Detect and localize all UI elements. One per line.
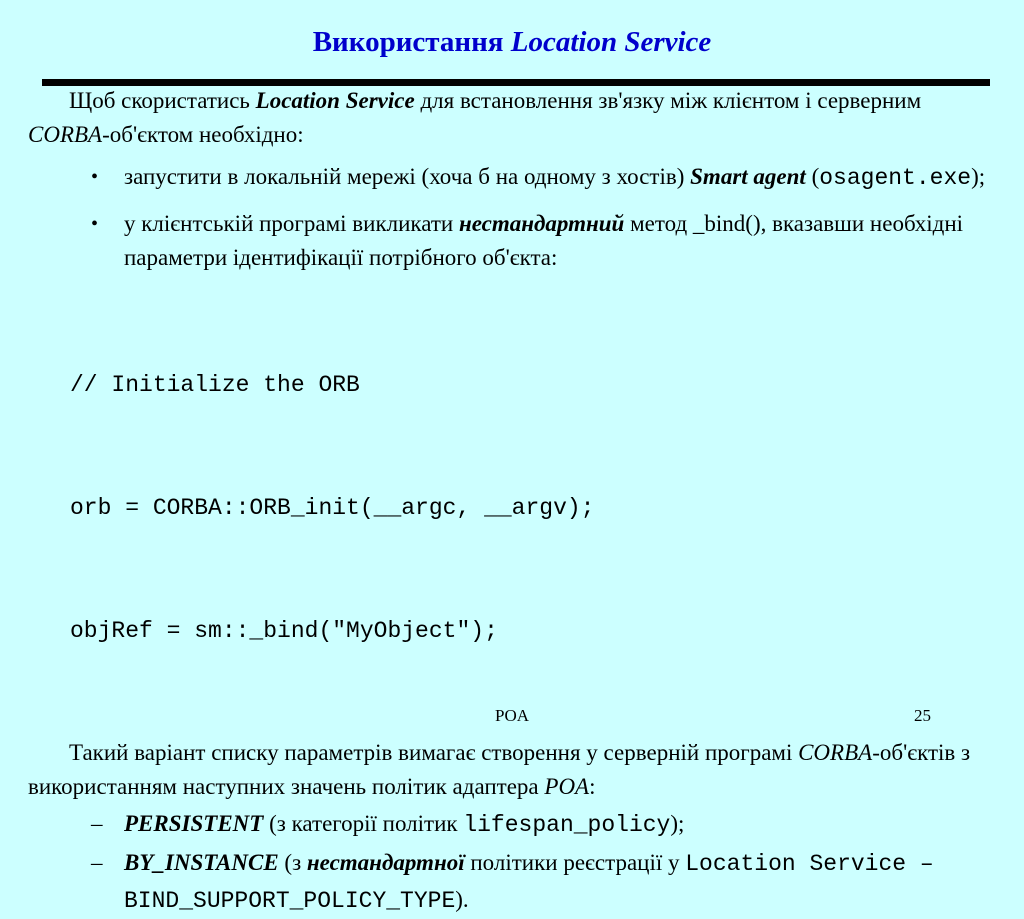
- bullet-1-text: запустити в локальній мережі (хоча б на одному з хостів): [124, 164, 691, 189]
- bullet-2-nonstandard: нестандартний: [458, 211, 625, 236]
- policy-text-1: Такий варіант списку параметрів вимагає створення у серверній програмі: [69, 740, 799, 765]
- slide-title: [0, 24, 1024, 60]
- intro-text-2: для встановлення зв'язку між клієнтом і серверним: [414, 88, 922, 113]
- intro-corba: CORBA: [28, 122, 103, 147]
- code-line-3: objRef = sm::_bind("MyObject");: [70, 618, 498, 644]
- intro-text-1: Щоб скористатись: [69, 88, 256, 113]
- persistent-label: PERSISTENT: [124, 811, 264, 836]
- bullet-1-paren-open: (: [805, 164, 820, 189]
- bullet-marker: •: [91, 213, 99, 235]
- dash-marker: –: [91, 850, 103, 875]
- persistent-end: );: [670, 811, 685, 836]
- lifespan-policy: lifespan_policy: [463, 812, 671, 838]
- policy-item-persistent: [28, 806, 998, 843]
- title-italic: Location Service: [510, 26, 712, 58]
- bullet-1-smart-agent: Smart agent: [690, 164, 806, 189]
- bullet-item-smart-agent: [28, 160, 998, 195]
- bind-support-policy: Location Service – BIND_SUPPORT_POLICY_TYPE: [124, 851, 934, 914]
- slide-body: [28, 84, 998, 919]
- page-number: 25: [914, 706, 931, 725]
- intro-text-3: -об'єктом необхідно:: [102, 122, 304, 147]
- code-line-1: // Initialize the ORB: [70, 372, 360, 398]
- policy-list: [28, 806, 998, 919]
- title-plain: Використання: [312, 26, 511, 58]
- by-instance-nonstandard: нестандартної: [306, 850, 465, 875]
- bullet-1-paren-close: );: [971, 164, 986, 189]
- by-instance-end: ).: [455, 887, 469, 912]
- footer-title: POA: [494, 706, 529, 725]
- policy-text-2: -об'єктів з використанням наступних значень політик адаптера: [28, 740, 971, 799]
- persistent-text: (з категорії політик: [263, 811, 464, 836]
- intro-location-service: Location Service: [255, 88, 415, 113]
- bullet-item-bind: [28, 207, 998, 275]
- by-instance-text-2: політики реєстрації у: [464, 850, 686, 875]
- policy-poa: POA: [544, 774, 590, 799]
- code-line-2: orb = CORBA::ORB_init(__argc, __argv);: [70, 495, 595, 521]
- bullet-2-text-end: метод _bind(), вказавши необхідні параметри ідентифікації потрібного об'єкта:: [124, 211, 964, 270]
- policy-text-3: :: [589, 774, 596, 799]
- bullet-1-osagent: osagent.exe: [819, 165, 972, 191]
- bullet-2-text: у клієнтській програмі викликати: [124, 211, 459, 236]
- bullet-marker: •: [91, 166, 99, 188]
- bullet-list: [28, 160, 998, 275]
- by-instance-label: BY_INSTANCE: [124, 850, 279, 875]
- policy-paragraph: [28, 736, 998, 804]
- code-block: [70, 283, 998, 734]
- policy-item-by-instance: [28, 845, 998, 919]
- intro-paragraph: [28, 84, 998, 152]
- policy-corba: CORBA: [798, 740, 873, 765]
- by-instance-text-1: (з: [278, 850, 307, 875]
- dash-marker: –: [91, 811, 103, 836]
